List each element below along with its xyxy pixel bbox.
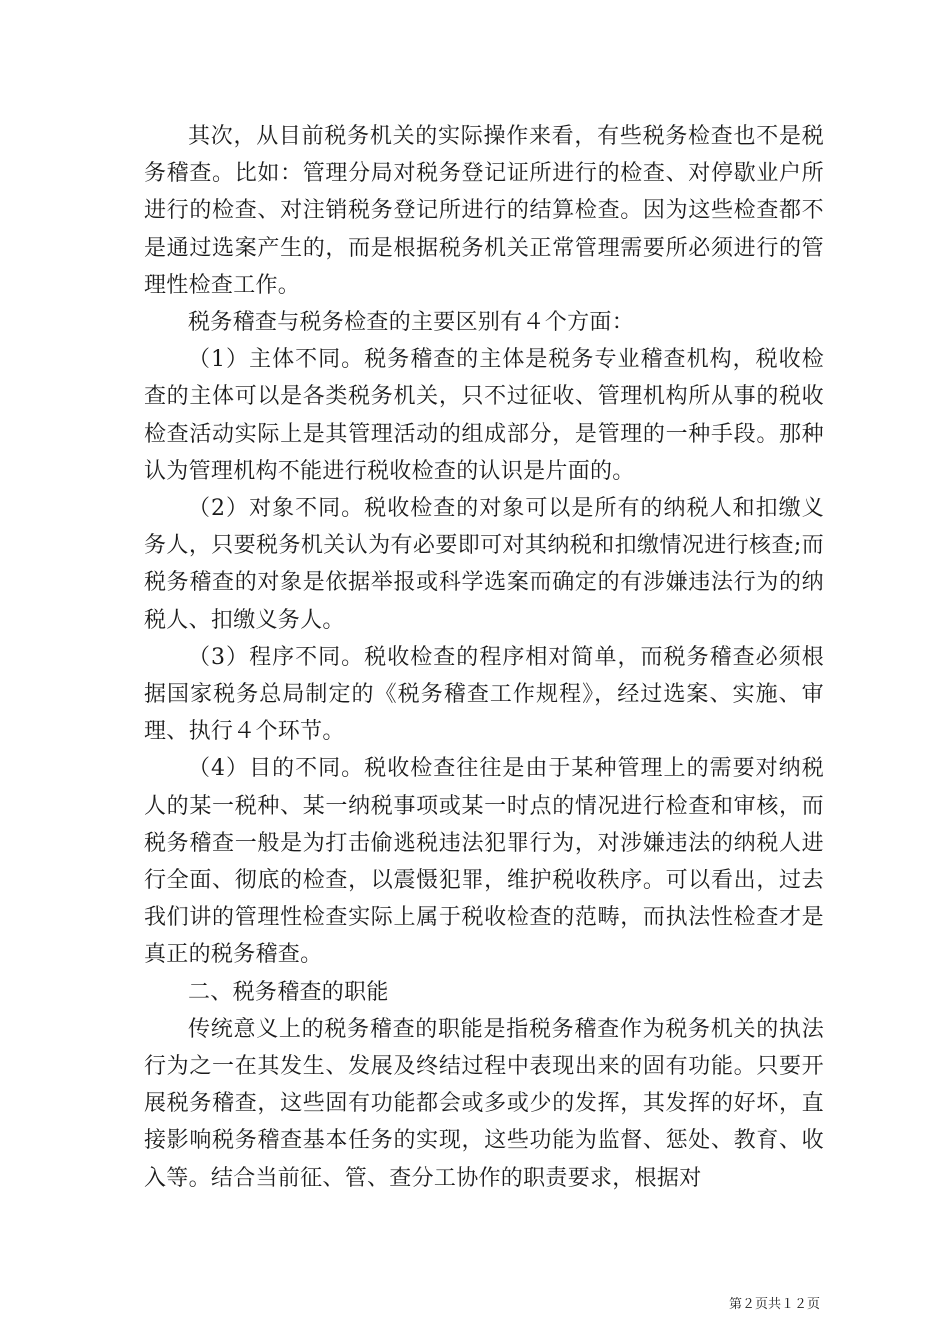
paragraph-difference-procedure: （3）程序不同。税收检查的程序相对简单，而税务稽查必须根据国家税务总局制定的《税务稽查工作规程》，经过选案、实施、审理、执行４个环节。 (144, 644, 824, 745)
document-body (144, 118, 824, 1197)
paragraph-functions-description: 传统意义上的税务稽查的职能是指税务稽查作为税务机关的执法行为之一在其发生、发展及终结过程中表现出来的固有功能。只要开展税务稽查，这些固有功能都会或多或少的发挥，其发挥的好坏，直接影响税务稽查基本任务的实现，这些功能为监督、惩处、教育、收入等。结合当前征、管、查分工协作的职责要求，根据对 (144, 1016, 824, 1191)
paragraph-tax-inspection-examples: 其次，从目前税务机关的实际操作来看，有些税务检查也不是税务稽查。比如：管理分局对税务登记证所进行的检查、对停歇业户所进行的检查、对注销税务登记所进行的结算检查。因为这些检查都不是通过选案产生的，而是根据税务机关正常管理需要所必须进行的管理性检查工作。 (144, 124, 824, 298)
paragraph-difference-subject: （1）主体不同。税务稽查的主体是税务专业稽查机构，税收检查的主体可以是各类税务机关，只不过征收、管理机构所从事的税收检查活动实际上是其管理活动的组成部分，是管理的一种手段。那种认为管理机构不能进行税收检查的认识是片面的。 (144, 347, 824, 484)
section-heading-functions: 二、税务稽查的职能 (188, 979, 389, 1005)
paragraph-difference-purpose: （4）目的不同。税收检查往往是由于某种管理上的需要对纳税人的某一税种、某一纳税事项或某一时点的情况进行检查和审核，而税务稽查一般是为打击偷逃税违法犯罪行为，对涉嫌违法的纳税人进行全面、彻底的检查，以震慑犯罪，维护税收秩序。可以看出，过去我们讲的管理性检查实际上属于税收检查的范畴，而执法性检查才是真正的税务稽查。 (144, 756, 824, 968)
page-number-footer: 第２页共１２页 (728, 1297, 820, 1312)
paragraph-differences-intro: 税务稽查与税务检查的主要区别有４个方面： (188, 310, 635, 336)
paragraph-difference-object: （2）对象不同。税收检查的对象可以是所有的纳税人和扣缴义务人，只要税务机关认为有必要即可对其纳税和扣缴情况进行核查;而税务稽查的对象是依据举报或科学选案而确定的有涉嫌违法行为的纳税人、扣缴义务人。 (144, 496, 824, 633)
